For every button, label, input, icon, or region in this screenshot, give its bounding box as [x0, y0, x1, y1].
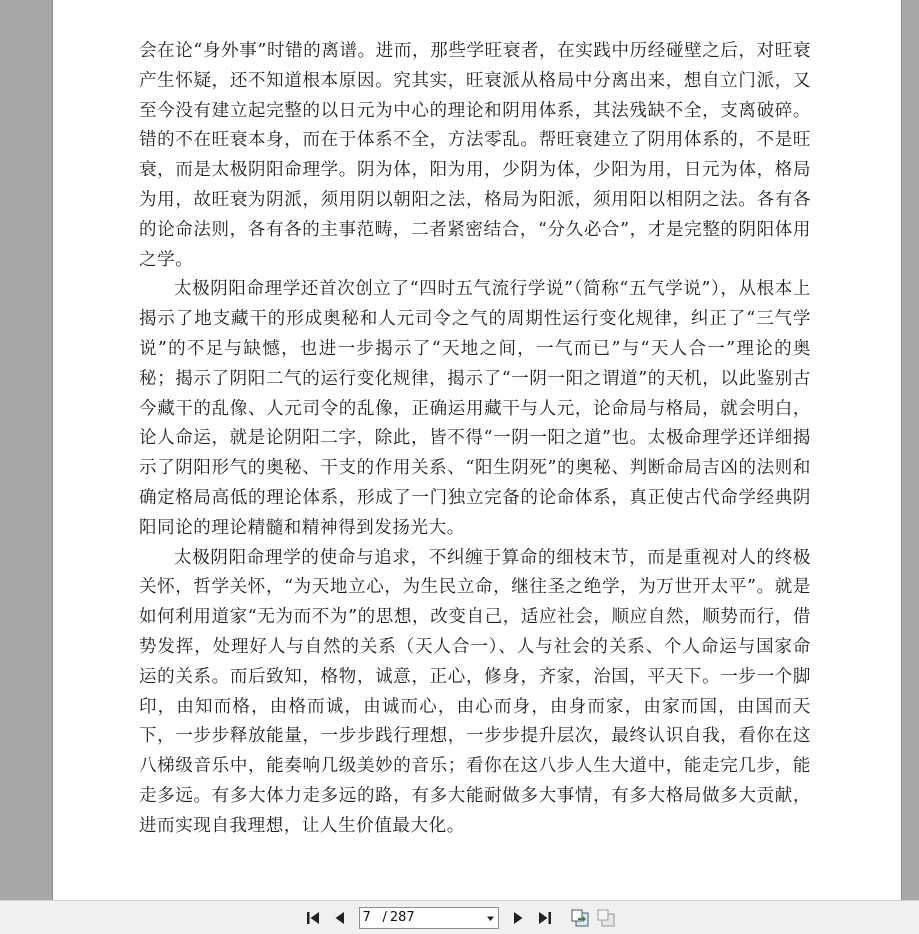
current-page-input[interactable] — [360, 910, 383, 925]
total-pages: 287 — [389, 910, 415, 925]
next-page-button[interactable] — [506, 906, 530, 930]
previous-page-icon — [331, 909, 349, 927]
page-separator: / — [382, 910, 387, 925]
first-page-icon — [305, 909, 323, 927]
page-number-selector[interactable] — [359, 907, 499, 929]
page-text — [139, 37, 811, 842]
chevron-down-icon[interactable] — [486, 914, 495, 923]
next-page-icon — [509, 909, 527, 927]
page-navigation-toolbar — [0, 900, 919, 934]
paragraph-2: 太极阴阳命理学还首次创立了“四时五气流行学说”（简称“五气学说”），从根本上揭示了地支藏干的形成奥秘和人元司令之气的周期性运行变化规律，纠正了“三气学说”的不足与缺憾，也进一步揭示了“天地之间，一气而已”与“天人合一”理论的奥秘；揭示了阴阳二气的运行变化规律，揭示了“一阴一阳之谓道”的天机，以此鉴别古今藏干的乱像、人元司令的乱像，正确运用藏干与人元，论命局与格局，就会明白，论人命运，就是论阴阳二字，除此，皆不得“一阴一阳之道”也。太极命理学还详细揭示了阴阳形气的奥秘、干支的作用关系、“阳生阴死”的奥秘、判断命局吉凶的法则和确定格局高低的理论体系，形成了一门独立完备的论命体系，真正使古代命学经典阴阳同论的理论精髓和精神得到发扬光大。 — [139, 279, 811, 538]
first-page-button[interactable] — [302, 906, 326, 930]
extract-pages-button[interactable] — [568, 906, 592, 930]
insert-pages-icon — [596, 908, 616, 928]
last-page-icon — [535, 909, 553, 927]
insert-pages-button[interactable] — [594, 906, 618, 930]
last-page-button[interactable] — [532, 906, 556, 930]
paragraph-3: 太极阴阳命理学的使命与追求，不纠缠于算命的细枝末节，而是重视对人的终极关怀，哲学关怀，“为天地立心，为生民立命，继往圣之绝学，为万世开太平”。就是如何利用道家“无为而不为”的思想，改变自己，适应社会，顺应自然，顺势而行，借势发挥，处理好人与自然的关系（天人合一）、人与社会的关系、个人命运与国家命运的关系。而后致知，格物，诚意，正心，修身，齐家，治国，平天下。一步一个脚印，由知而格，由格而诚，由诚而心，由心而身，由身而家，由家而国，由国而天下，一步步释放能量，一步步践行理想，一步步提升层次，最终认识自我，看你在这八梯级音乐中，能奏响几级美妙的音乐；看你在这八步人生大道中，能走完几步，能走多远。有多大体力走多远的路，有多大能耐做多大事情，有多大格局做多大贡献，进而实现自我理想，让人生价值最大化。 — [139, 547, 811, 836]
extract-pages-icon — [570, 908, 590, 928]
paragraph-1: 会在论“身外事”时错的离谱。进而，那些学旺衰者，在实践中历经碰壁之后，对旺衰产生怀疑，还不知道根本原因。究其实，旺衰派从格局中分离出来，想自立门派，又至今没有建立起完整的以日元为中心的理论和阴用体系，其法残缺不全，支离破碎。错的不在旺衰本身，而在于体系不全，方法零乱。帮旺衰建立了阴用体系的，不是旺衰，而是太极阴阳命理学。阴为体，阳为用，少阴为体，少阳为用，日元为体，格局为用，故旺衰为阴派，须用阴以朝阳之法，格局为阳派，须用阳以相阴之法。各有各的论命法则，各有各的主事范畴，二者紧密结合，“分久必合”，才是完整的阴阳体用之学。 — [139, 41, 811, 270]
document-page — [52, 0, 902, 900]
previous-page-button[interactable] — [328, 906, 352, 930]
